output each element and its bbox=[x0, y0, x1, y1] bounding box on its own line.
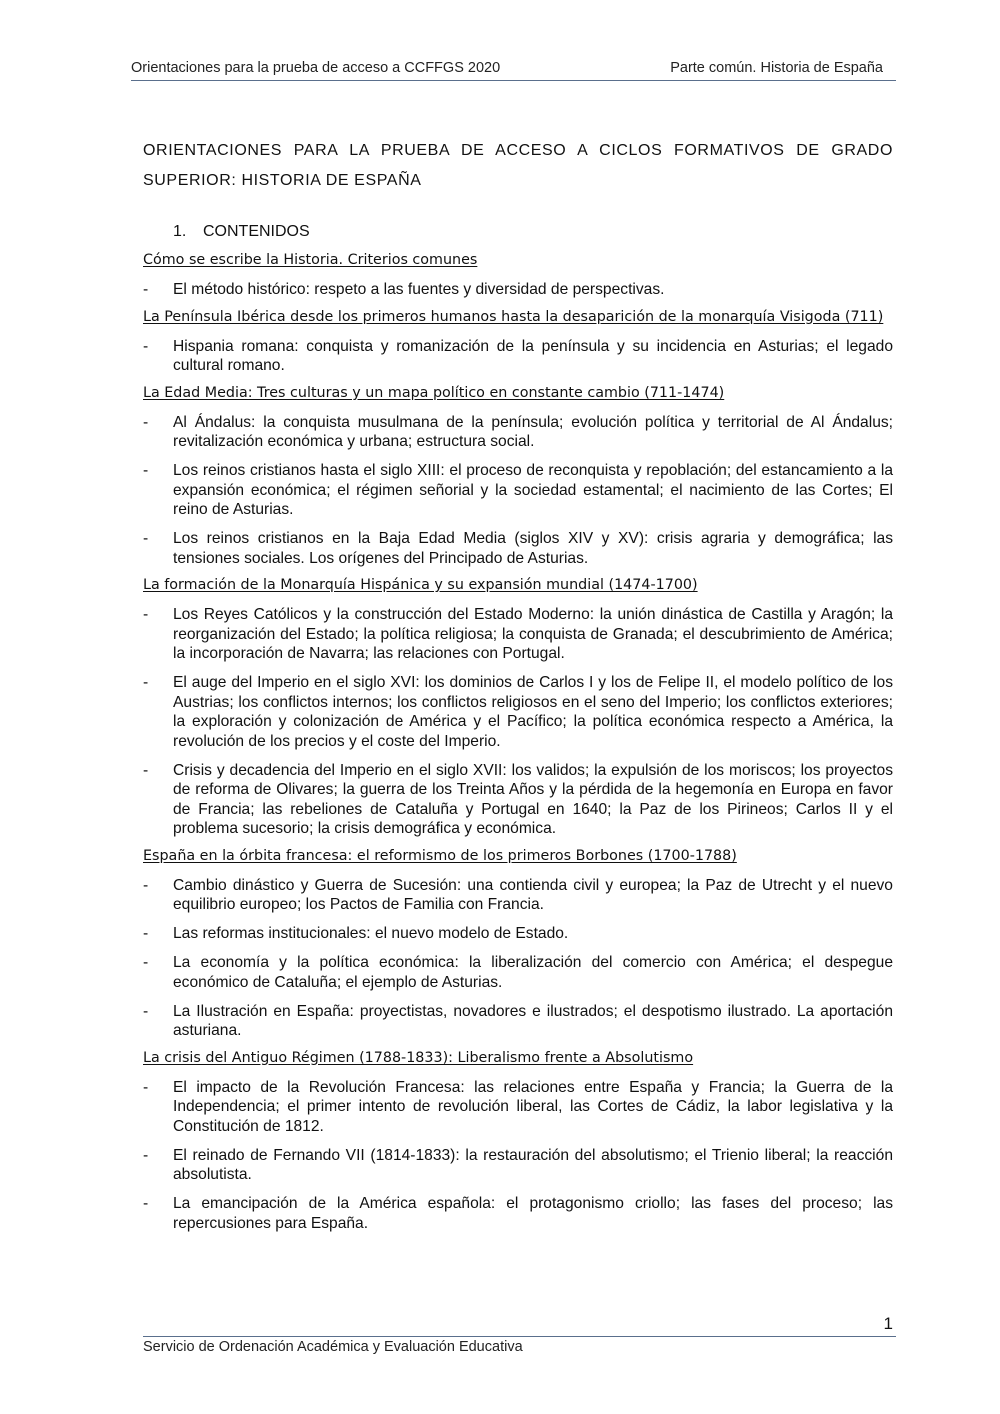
list-item bbox=[143, 529, 893, 568]
list-item bbox=[143, 1194, 893, 1233]
bullet-dash: - bbox=[143, 674, 149, 691]
list-item-text: El reinado de Fernando VII (1814-1833): la restauración del absolutismo; el Trienio liberal; la reacción absolutista. bbox=[173, 1146, 893, 1183]
topic-section bbox=[143, 576, 893, 839]
document-title: ORIENTACIONES PARA LA PRUEBA DE ACCESO A CICLOS FORMATIVOS DE GRADO SUPERIOR: HISTORIA DE ESPAÑA bbox=[143, 142, 893, 189]
bullet-dash: - bbox=[143, 606, 149, 623]
list-item bbox=[143, 673, 893, 751]
topic-items bbox=[143, 876, 893, 1041]
list-item-text: Los Reyes Católicos y la construcción del Estado Moderno: la unión dinástica de Castilla y Aragón; la reorganización del Estado; la política religiosa; la conquista de Granada; el descubrimiento de América; la incorporación de Navarra; las relaciones con Portugal. bbox=[173, 606, 893, 662]
section-label: CONTENIDOS bbox=[203, 223, 310, 240]
bullet-dash: - bbox=[143, 925, 149, 942]
list-item bbox=[143, 461, 893, 520]
bullet-dash: - bbox=[143, 530, 149, 547]
list-item-text: Las reformas institucionales: el nuevo modelo de Estado. bbox=[173, 925, 569, 942]
list-item-text: Al Ándalus: la conquista musulmana de la península; evolución política y territorial de Al Ándalus; revitalización económica y urbana; estructura social. bbox=[173, 413, 893, 450]
footer-divider bbox=[143, 1336, 896, 1337]
bullet-dash: - bbox=[143, 281, 149, 298]
header-right-text: Parte común. Historia de España bbox=[670, 60, 883, 76]
list-item bbox=[143, 1002, 893, 1041]
footer-text: Servicio de Ordenación Académica y Evaluación Educativa bbox=[143, 1339, 523, 1355]
list-item-text: Cambio dinástico y Guerra de Sucesión: una contienda civil y europea; la Paz de Utrecht y el nuevo equilibrio europeo; los Pactos de Familia con Francia. bbox=[173, 876, 893, 913]
topic-title: Cómo se escribe la Historia. Criterios comunes bbox=[143, 252, 478, 268]
list-item-text: El auge del Imperio en el siglo XVI: los dominios de Carlos I y los de Felipe II, el modelo político de los Austrias; los conflictos internos; los conflictos religiosos en el seno del Imperio; los conflictos exteriores; la exploración y colonización de América y el Pacífico; la política económica respecto a América, la revolución de los precios y el coste del Imperio. bbox=[173, 674, 893, 750]
list-item-text: El impacto de la Revolución Francesa: las relaciones entre España y Francia; la Guerra de la Independencia; el primer intento de revolución liberal, las Cortes de Cádiz, la labor legislativa y la Constitución de 1812. bbox=[173, 1078, 893, 1135]
list-item-text: La economía y la política económica: la liberalización del comercio con América; el despegue económico de Cataluña; el ejemplo de Asturias. bbox=[173, 954, 893, 991]
topic-items bbox=[143, 605, 893, 839]
list-item-text: El método histórico: respeto a las fuentes y diversidad de perspectivas. bbox=[173, 281, 665, 298]
list-item bbox=[143, 1078, 893, 1137]
document-body bbox=[143, 136, 893, 1233]
list-item-text: Los reinos cristianos hasta el siglo XIII: el proceso de reconquista y repoblación; del estancamiento a la expansión económica; el régimen señorial y la sociedad estamental; el nacimiento de las Cortes; El reino de Asturias. bbox=[173, 462, 893, 518]
topic-section bbox=[143, 251, 893, 300]
topic-items bbox=[143, 1078, 893, 1234]
list-item bbox=[143, 924, 893, 944]
list-item-text: Hispania romana: conquista y romanización de la península y su incidencia en Asturias; el legado cultural romano. bbox=[173, 337, 893, 374]
topics-list bbox=[143, 251, 893, 1233]
list-item bbox=[143, 413, 893, 452]
bullet-dash: - bbox=[143, 1078, 149, 1096]
topic-section bbox=[143, 1049, 893, 1234]
bullet-dash: - bbox=[143, 954, 149, 971]
list-item-text: La Ilustración en España: proyectistas, novadores e ilustrados; el despotismo ilustrado. La aportación asturiana. bbox=[173, 1002, 893, 1039]
topic-title: La Península Ibérica desde los primeros humanos hasta la desaparición de la monarquía Visigoda (711) bbox=[143, 308, 884, 325]
bullet-dash: - bbox=[143, 1195, 149, 1212]
page-number: 1 bbox=[883, 1314, 893, 1333]
list-item bbox=[143, 280, 893, 300]
list-item bbox=[143, 876, 893, 915]
topic-title: La formación de la Monarquía Hispánica y su expansión mundial (1474-1700) bbox=[143, 577, 698, 593]
list-item bbox=[143, 761, 893, 839]
header-left-text: Orientaciones para la prueba de acceso a CCFFGS 2020 bbox=[131, 60, 501, 76]
list-item bbox=[143, 605, 893, 664]
bullet-dash: - bbox=[143, 337, 149, 355]
section-heading bbox=[173, 222, 893, 242]
topic-items bbox=[143, 280, 893, 300]
topic-section bbox=[143, 384, 893, 569]
topic-section bbox=[143, 847, 893, 1041]
topic-title: La crisis del Antiguo Régimen (1788-1833): Liberalismo frente a Absolutismo bbox=[143, 1049, 694, 1066]
section-number: 1. bbox=[173, 223, 187, 240]
topic-title: La Edad Media: Tres culturas y un mapa político en constante cambio (711-1474) bbox=[143, 384, 725, 401]
list-item-text: La emancipación de la América española: el protagonismo criollo; las fases del proceso; las repercusiones para España. bbox=[173, 1195, 893, 1232]
topic-items bbox=[143, 413, 893, 569]
bullet-dash: - bbox=[143, 1146, 149, 1164]
list-item bbox=[143, 337, 893, 376]
topic-items bbox=[143, 337, 893, 376]
bullet-dash: - bbox=[143, 876, 149, 894]
bullet-dash: - bbox=[143, 1002, 149, 1020]
topic-section bbox=[143, 308, 893, 376]
list-item bbox=[143, 953, 893, 992]
bullet-dash: - bbox=[143, 462, 149, 479]
list-item-text: Crisis y decadencia del Imperio en el siglo XVII: los validos; la expulsión de los moriscos; los proyectos de reforma de Olivares; la guerra de los Treinta Años y la pérdida de la hegemonía en Europa en favor de Francia; las rebeliones de Cataluña y Portugal en 1640; la Paz de los Pirineos; Carlos II y el problema sucesorio; la crisis demográfica y económica. bbox=[173, 761, 893, 837]
bullet-dash: - bbox=[143, 761, 149, 779]
list-item bbox=[143, 1146, 893, 1185]
topic-title: España en la órbita francesa: el reformismo de los primeros Borbones (1700-1788) bbox=[143, 847, 737, 864]
page-header bbox=[131, 60, 896, 81]
list-item-text: Los reinos cristianos en la Baja Edad Media (siglos XIV y XV): crisis agraria y demográfica; las tensiones sociales. Los orígenes del Principado de Asturias. bbox=[173, 530, 893, 567]
bullet-dash: - bbox=[143, 413, 149, 431]
